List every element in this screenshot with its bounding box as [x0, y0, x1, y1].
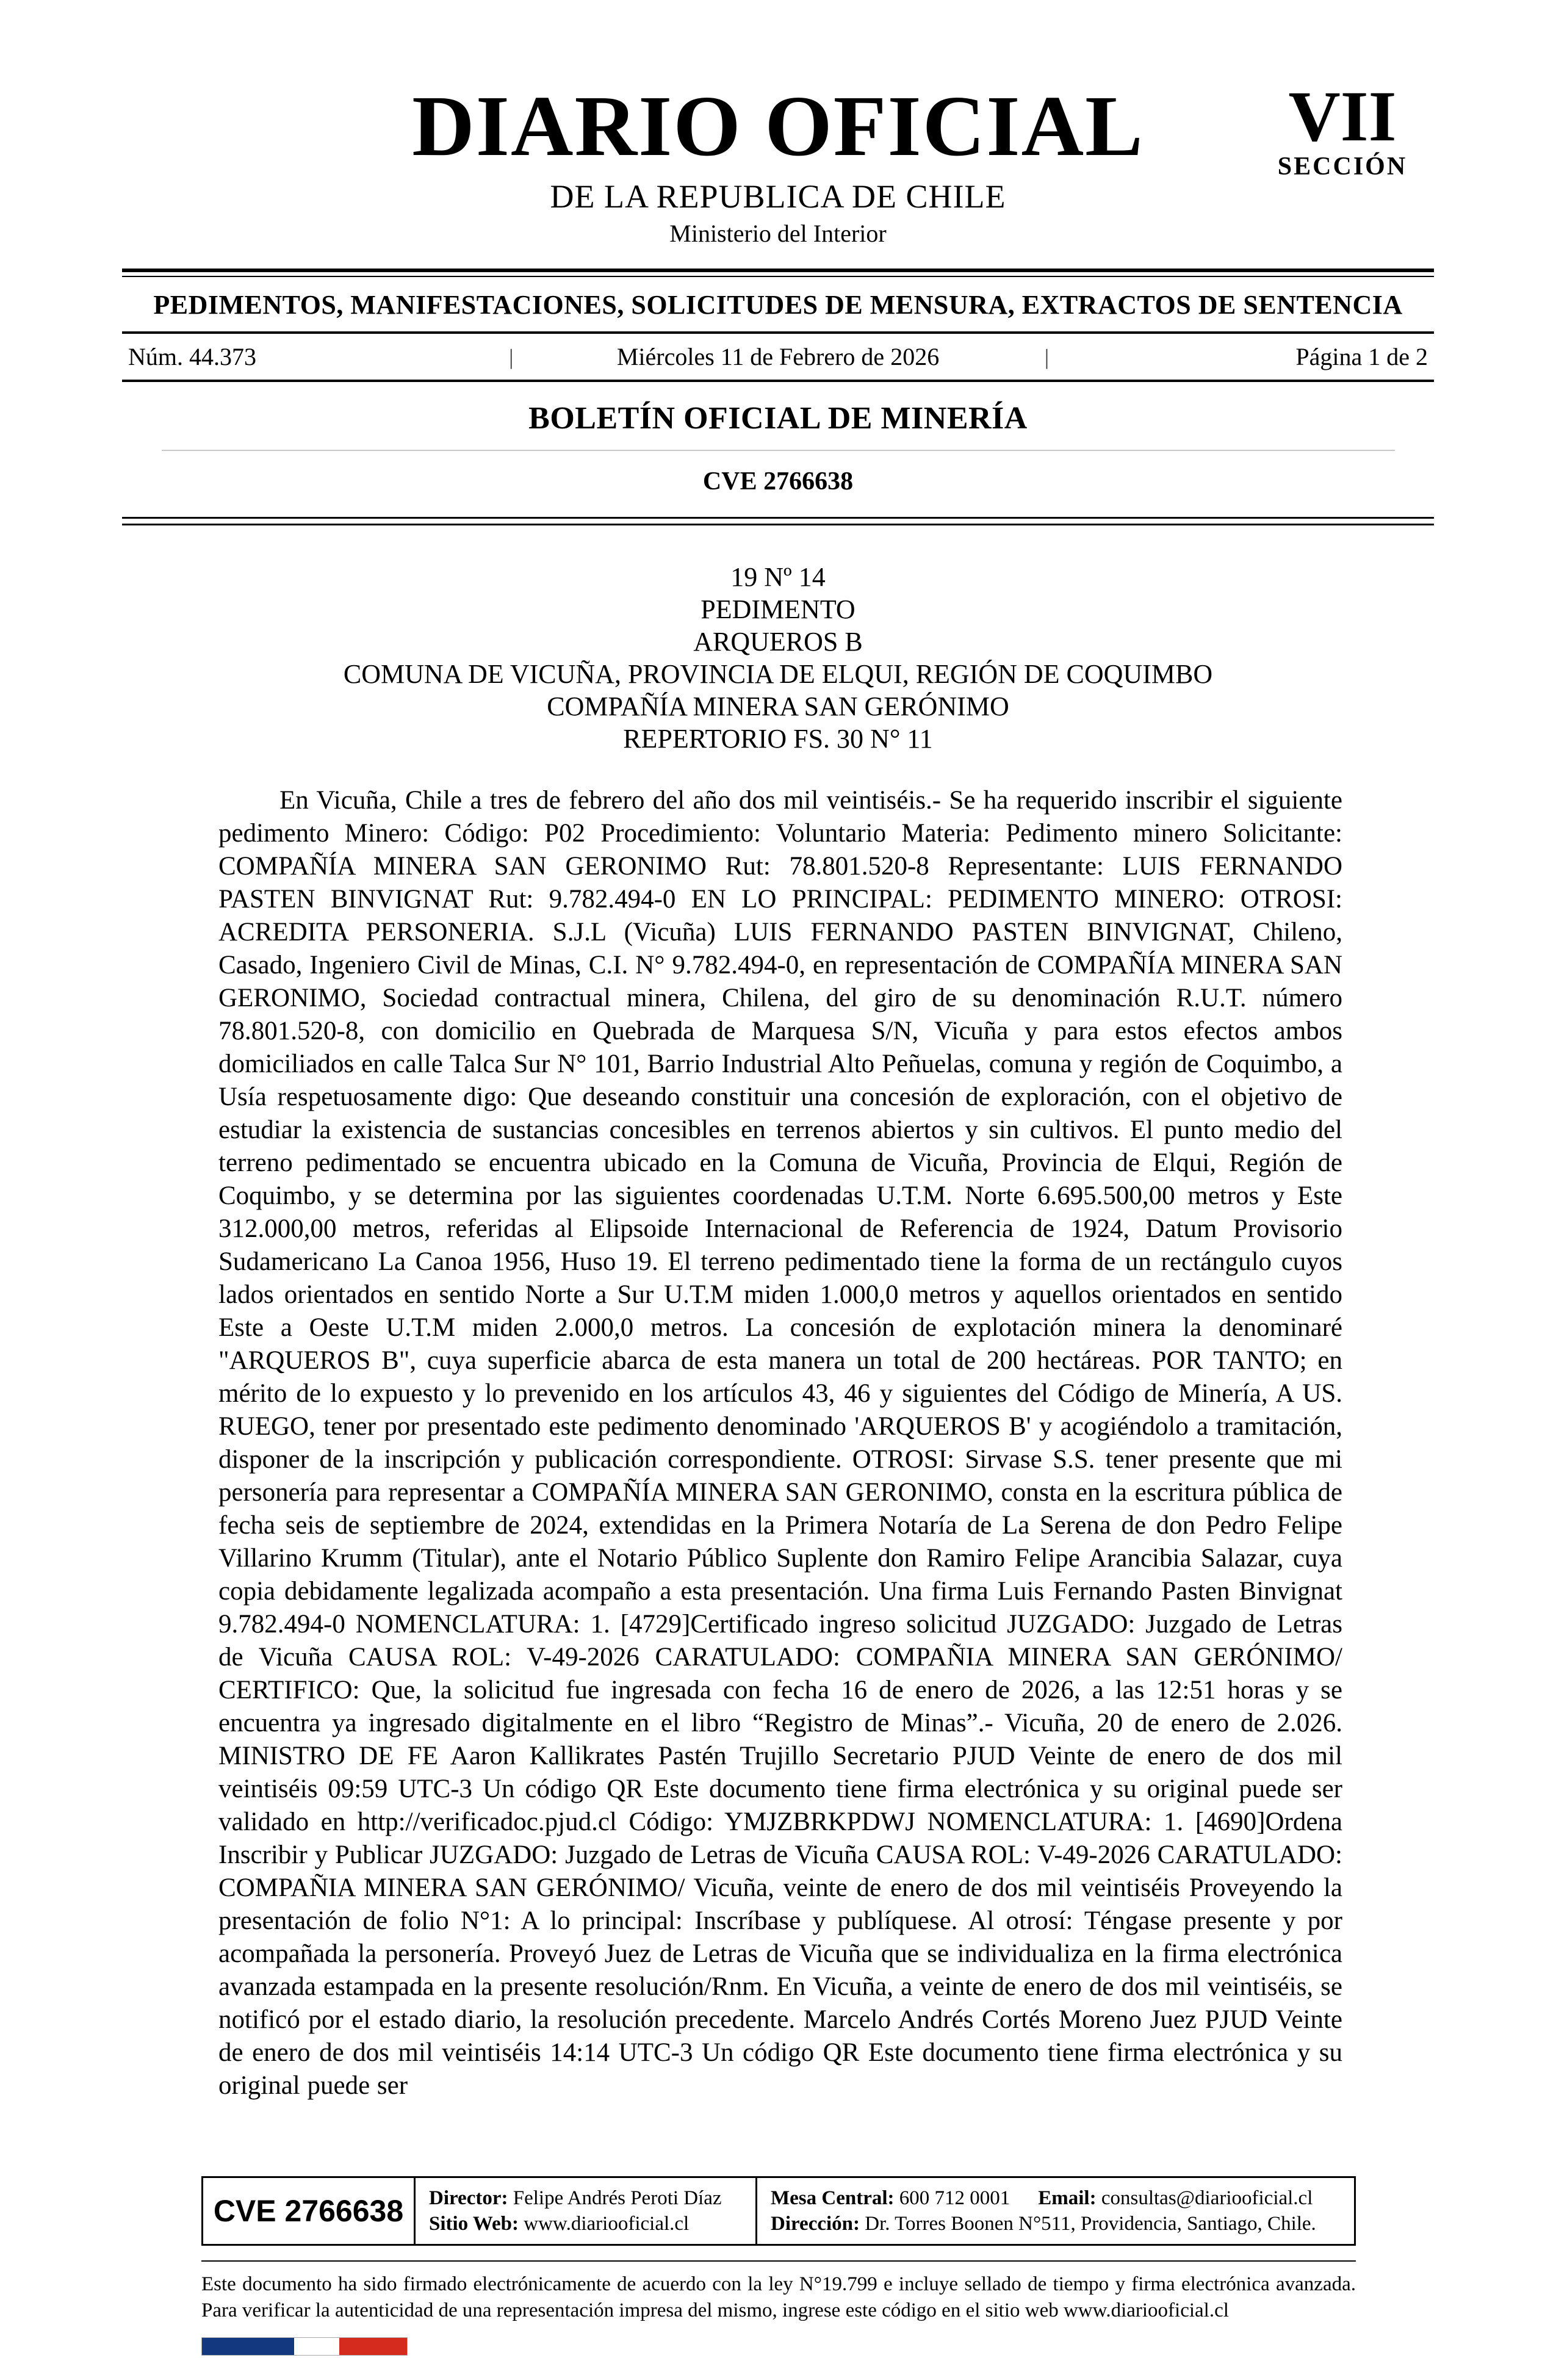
footer-cve-code: CVE 2766638 — [213, 2194, 404, 2228]
flag-white-segment — [294, 2338, 339, 2355]
meta-separator: | — [1044, 344, 1050, 369]
flag-red-segment — [339, 2338, 407, 2355]
footer-info-box — [201, 2176, 1356, 2246]
director-label: Director: — [429, 2187, 508, 2209]
section-number: VII — [1288, 76, 1397, 156]
bulletin-underline — [122, 450, 1434, 451]
page-footer — [201, 2176, 1356, 2356]
phone-email-line — [771, 2185, 1341, 2211]
newspaper-subtitle: DE LA REPUBLICA DE CHILE — [550, 178, 1006, 215]
location-line: COMUNA DE VICUÑA, PROVINCIA DE ELQUI, REGIÓN DE COQUIMBO — [343, 659, 1213, 689]
category-banner: PEDIMENTOS, MANIFESTACIONES, SOLICITUDES DE MENSURA, EXTRACTOS DE SENTENCIA — [153, 290, 1403, 320]
director-name: Felipe Andrés Peroti Díaz — [513, 2187, 722, 2209]
notice-number: 19 Nº 14 — [730, 562, 826, 592]
section-box — [1251, 76, 1434, 181]
website-url: www.diariooficial.cl — [524, 2213, 690, 2235]
email-label: Email: — [1038, 2187, 1097, 2209]
meta-divider — [122, 380, 1434, 382]
notice-heading — [122, 561, 1434, 755]
legal-notice-text: Este documento ha sido firmado electrónicamente de acuerdo con la ley N°19.799 e incluye sellado de tiempo y firma electrónica avanzada. Para verificar la autenticidad de una representación impresa del mismo, ingrese este código en el sitio web www.diariooficial.cl — [201, 2273, 1356, 2321]
email-address: consultas@diariooficial.cl — [1101, 2187, 1313, 2209]
cve-code: CVE 2766638 — [702, 467, 854, 496]
issue-meta-row — [122, 334, 1434, 380]
chile-flag-bar — [201, 2337, 408, 2356]
meta-separator: | — [509, 344, 514, 369]
address-label: Dirección: — [771, 2213, 860, 2235]
address-value: Dr. Torres Boonen N°511, Providencia, Santiago, Chile. — [865, 2213, 1316, 2235]
notice-body-text: En Vicuña, Chile a tres de febrero del año dos mil veintiséis.- Se ha requerido inscribir el siguiente pedimento Minero: Código: P02 Procedimiento: Voluntario Materia: Pedimento minero Solicitante: COMPAÑÍA MINERA SAN GERONIMO Rut: 78.801.520-8 Representante: LUIS FERNANDO PASTEN BINVIGNAT Rut: 9.782.494-0 EN LO PRINCIPAL: PEDIMENTO MINERO: OTROSI: ACREDITA PERSONERIA. S.J.L (Vicuña) LUIS FERNANDO PASTEN BINVIGNAT, Chileno, Casado, Ingeniero Civil de Minas, C.I. N° 9.782.494-0, en representación de COMPAÑÍA MINERA SAN GERONIMO, Sociedad contractual minera, Chilena, del giro de su denominación R.U.T. número 78.801.520-8, con domicilio en Quebrada de Marquesa S/N, Vicuña y para estos efectos ambos domiciliados en calle Talca Sur N° 101, Barrio Industrial Alto Peñuelas, comuna y región de Coquimbo, a Usía respetuosamente digo: Que deseando constituir una concesión de exploración, con el objetivo de estudiar la existencia de sustancias concesibles en terrenos abiertos y sin cultivos. El punto medio del terreno pedimentado se encuentra ubicado en la Comuna de Vicuña, Provincia de Elqui, Región de Coquimbo, y se determina por las siguientes coordenadas U.T.M. Norte 6.695.500,00 metros y Este 312.000,00 metros, referidas al Elipsoide Internacional de Referencia de 1924, Datum Provisorio Sudamericano La Canoa 1956, Huso 19. El terreno pedimentado tiene la forma de un rectángulo cuyos lados orientados en sentido Norte a Sur U.T.M miden 1.000,0 metros y aquellos orientados en sentido Este a Oeste U.T.M miden 2.000,0 metros. La concesión de explotación minera la denominaré "ARQUEROS B", cuya superficie abarca de esta manera un total de 200 hectáreas. POR TANTO; en mérito de lo expuesto y lo prevenido en los artículos 43, 46 y siguientes del Código de Minería, A US. RUEGO, tener por presentado este pedimento denominado 'ARQUEROS B' y acogiéndolo a tramitación, disponer de la inscripción y publicación correspondiente. OTROSI: Sirvase S.S. tener presente que mi personería para representar a COMPAÑÍA MINERA SAN GERONIMO, consta en la escritura pública de fecha seis de septiembre de 2024, extendidas en la Primera Notaría de La Serena de don Pedro Felipe Villarino Krumm (Titular), ante el Notario Público Suplente don Ramiro Felipe Arancibia Salazar, cuya copia debidamente legalizada acompaño a esta presentación. Una firma Luis Fernando Pasten Binvignat 9.782.494-0 NOMENCLATURA: 1. [4729]Certificado ingreso solicitud JUZGADO: Juzgado de Letras de Vicuña CAUSA ROL: V-49-2026 CARATULADO: COMPAÑIA MINERA SAN GERÓNIMO/ CERTIFICO: Que, la solicitud fue ingresada con fecha 16 de enero de 2026, a las 12:51 horas y se encuentra ya ingresado digitalmente en el libro “Registro de Minas”.- Vicuña, 20 de enero de 2.026. MINISTRO DE FE Aaron Kallikrates Pastén Trujillo Secretario PJUD Veinte de enero de dos mil veintiséis 09:59 UTC-3 Un código QR Este documento tiene firma electrónica y su original puede ser validado en http://verificadoc.pjud.cl Código: YMJZBRKPDWJ NOMENCLATURA: 1. [4690]Ordena Inscribir y Publicar JUZGADO: Juzgado de Letras de Vicuña CAUSA ROL: V-49-2026 CARATULADO: COMPAÑIA MINERA SAN GERÓNIMO/ Vicuña, veinte de enero de dos mil veintiséis Proveyendo la presentación de folio N°1: A lo principal: Inscríbase y publíquese. Al otrosí: Téngase presente y por acompañada la personería. Proveyó Juez de Letras de Vicuña que se individualiza en la firma electrónica avanzada estampada en la presente resolución/Rnm. En Vicuña, a veinte de enero de dos mil veintiséis, se notificó por el estado diario, la resolución precedente. Marcelo Andrés Cortés Moreno Juez PJUD Veinte de enero de dos mil veintiséis 14:14 UTC-3 Un código QR Este documento tiene firma electrónica y su original puede ser — [218, 786, 1342, 2100]
header-divider — [122, 269, 1434, 277]
repertoire-line: REPERTORIO FS. 30 N° 11 — [623, 724, 933, 754]
footer-director-cell — [414, 2178, 755, 2244]
ministry-line: Ministerio del Interior — [669, 220, 887, 247]
page-number: Página 1 de 2 — [1295, 343, 1428, 370]
masthead — [122, 76, 1434, 248]
phone-number: 600 712 0001 — [899, 2187, 1010, 2209]
footer-divider — [201, 2260, 1356, 2262]
claim-name: ARQUEROS B — [693, 627, 863, 657]
bulletin-title: BOLETÍN OFICIAL DE MINERÍA — [528, 401, 1028, 436]
cve-divider — [122, 517, 1434, 525]
newspaper-title: DIARIO OFICIAL — [412, 78, 1144, 174]
footer-contact-cell — [755, 2178, 1354, 2244]
section-label: SECCIÓN — [1277, 153, 1408, 181]
website-label: Sitio Web: — [429, 2213, 519, 2235]
flag-blue-segment — [202, 2338, 294, 2355]
director-line — [429, 2185, 742, 2211]
website-line — [429, 2211, 742, 2237]
address-line — [771, 2211, 1341, 2237]
issue-date: Miércoles 11 de Febrero de 2026 — [616, 343, 940, 370]
company-name: COMPAÑÍA MINERA SAN GERÓNIMO — [547, 691, 1009, 721]
notice-type: PEDIMENTO — [701, 594, 855, 624]
issue-number: Núm. 44.373 — [128, 343, 256, 370]
phone-label: Mesa Central: — [771, 2187, 895, 2209]
